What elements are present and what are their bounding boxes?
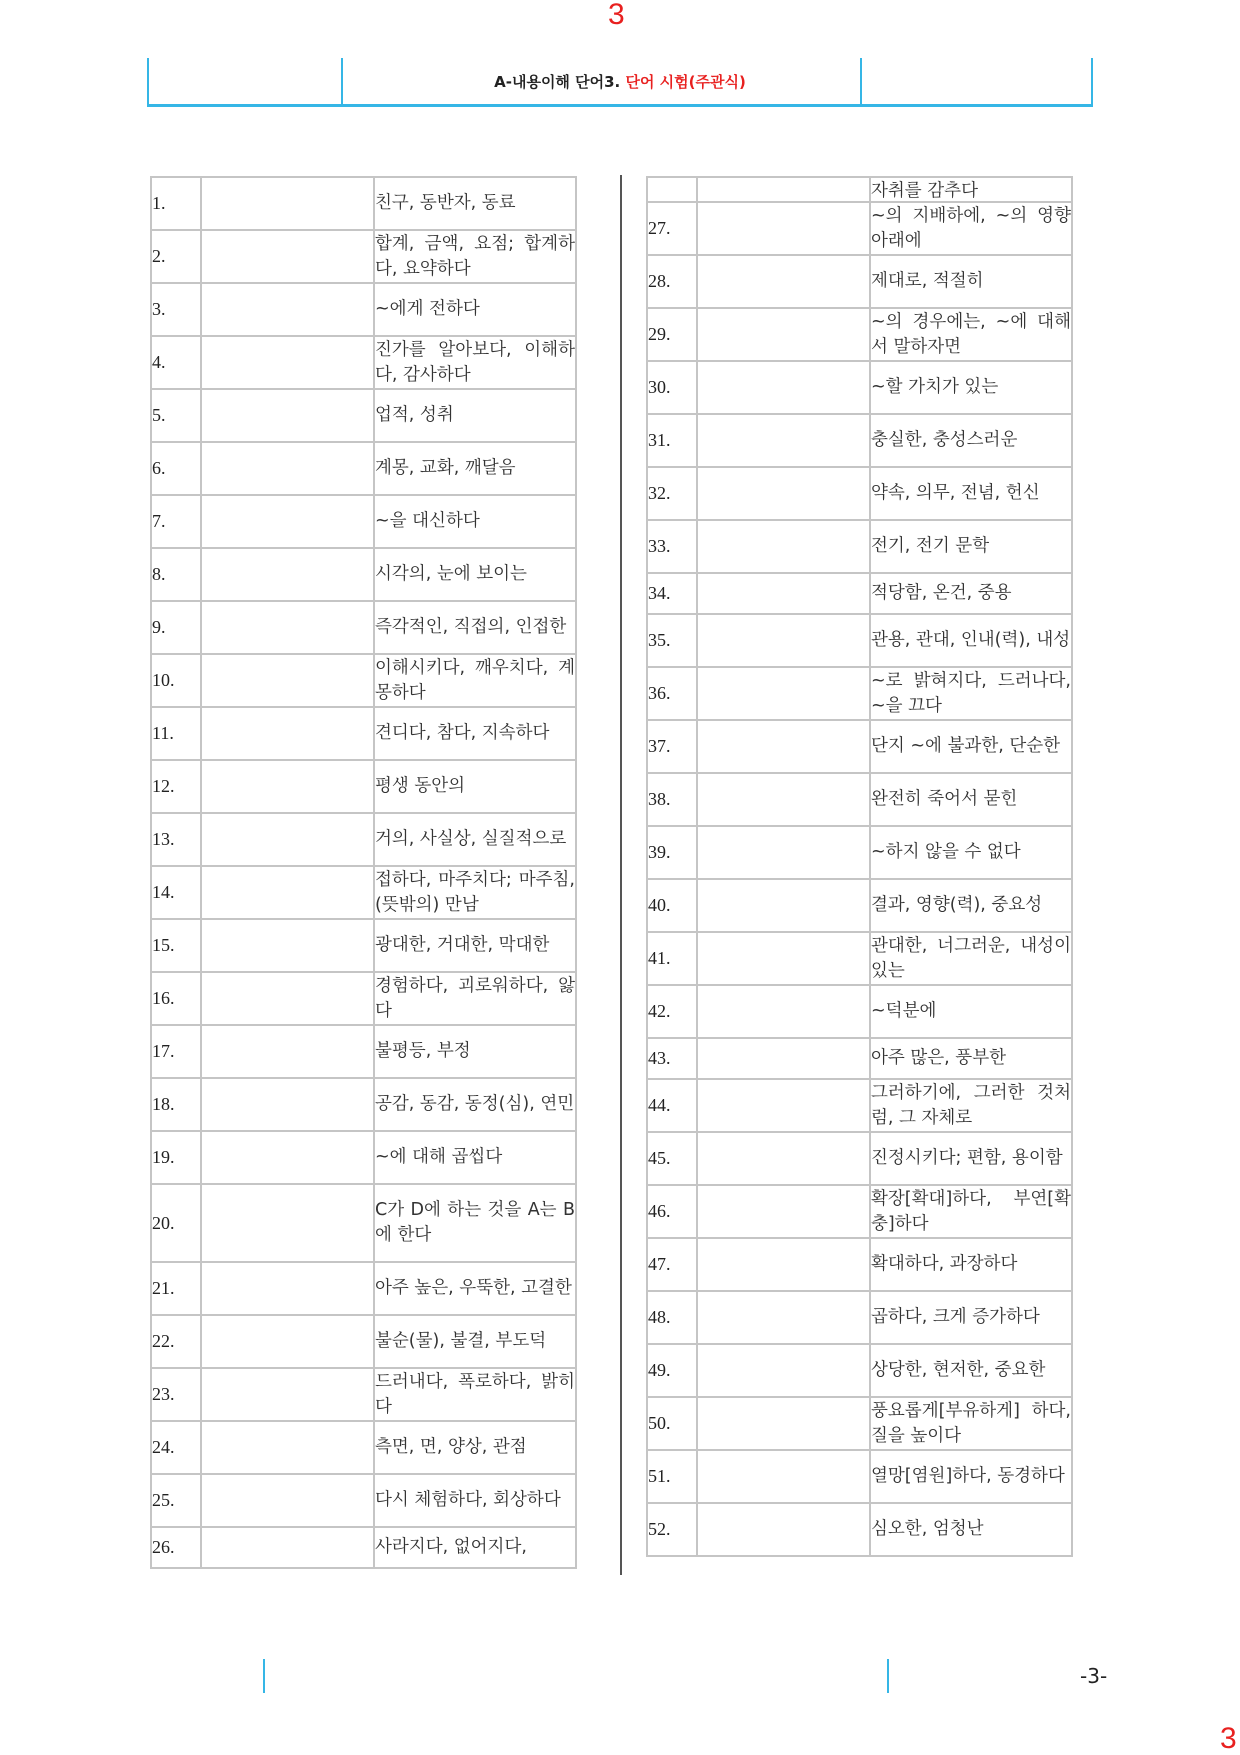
meaning-cell: 완전히 죽어서 묻힌 <box>870 773 1072 826</box>
meaning-cell: 견디다, 참다, 지속하다 <box>374 707 576 760</box>
header-bar <box>147 58 1093 107</box>
answer-blank[interactable] <box>201 1025 374 1078</box>
table-row <box>647 1079 1072 1132</box>
table-row <box>151 230 576 283</box>
item-number: 11. <box>151 707 201 760</box>
item-number: 20. <box>151 1184 201 1262</box>
meaning-cell: 제대로, 적절히 <box>870 255 1072 308</box>
item-number: 7. <box>151 495 201 548</box>
item-number: 28. <box>647 255 697 308</box>
answer-blank[interactable] <box>201 813 374 866</box>
item-number: 18. <box>151 1078 201 1131</box>
table-row <box>151 442 576 495</box>
answer-blank[interactable] <box>697 614 870 667</box>
table-row <box>647 1185 1072 1238</box>
item-number: 30. <box>647 361 697 414</box>
table-row <box>647 255 1072 308</box>
table-row <box>151 813 576 866</box>
answer-blank[interactable] <box>697 985 870 1038</box>
bottom-page-marker: 3 <box>1220 1722 1237 1755</box>
meaning-cell: 전기, 전기 문학 <box>870 520 1072 573</box>
item-number: 12. <box>151 760 201 813</box>
answer-blank[interactable] <box>201 230 374 283</box>
table-row <box>151 866 576 919</box>
table-row <box>151 1131 576 1184</box>
table-row <box>151 177 576 230</box>
table-row <box>151 707 576 760</box>
answer-blank[interactable] <box>201 495 374 548</box>
meaning-cell: 계몽, 교화, 깨달음 <box>374 442 576 495</box>
table-row <box>151 1527 576 1568</box>
meaning-cell: ~덕분에 <box>870 985 1072 1038</box>
answer-blank[interactable] <box>201 1315 374 1368</box>
item-number: 37. <box>647 720 697 773</box>
table-row <box>151 1025 576 1078</box>
item-number: 25. <box>151 1474 201 1527</box>
item-number: 43. <box>647 1038 697 1079</box>
table-row <box>647 361 1072 414</box>
answer-blank[interactable] <box>201 1184 374 1262</box>
item-number: 22. <box>151 1315 201 1368</box>
table-row <box>647 720 1072 773</box>
answer-blank[interactable] <box>201 707 374 760</box>
item-number: 9. <box>151 601 201 654</box>
page-title <box>147 71 1093 92</box>
meaning-cell: 사라지다, 없어지다, <box>374 1527 576 1568</box>
table-row <box>151 760 576 813</box>
answer-blank[interactable] <box>697 1503 870 1556</box>
item-number: 38. <box>647 773 697 826</box>
meaning-cell: 확대하다, 과장하다 <box>870 1238 1072 1291</box>
meaning-cell: ~하지 않을 수 없다 <box>870 826 1072 879</box>
title-prefix: A-내용이해 단어3. <box>494 73 626 91</box>
table-row <box>647 826 1072 879</box>
answer-blank[interactable] <box>201 866 374 919</box>
table-row <box>151 1368 576 1421</box>
answer-blank[interactable] <box>201 972 374 1025</box>
table-row <box>151 601 576 654</box>
meaning-cell: 열망[염원]하다, 동경하다 <box>870 1450 1072 1503</box>
table-row <box>647 177 1072 202</box>
answer-blank[interactable] <box>201 760 374 813</box>
answer-blank[interactable] <box>697 202 870 255</box>
item-number: 50. <box>647 1397 697 1450</box>
meaning-cell: 광대한, 거대한, 막대한 <box>374 919 576 972</box>
item-number: 48. <box>647 1291 697 1344</box>
table-row <box>647 1450 1072 1503</box>
answer-blank[interactable] <box>697 308 870 361</box>
table-row <box>647 614 1072 667</box>
answer-blank[interactable] <box>697 1450 870 1503</box>
meaning-cell: C가 D에 하는 것을 A는 B에 한다 <box>374 1184 576 1262</box>
table-row <box>647 1397 1072 1450</box>
table-row <box>647 1238 1072 1291</box>
meaning-cell: 확장[확대]하다, 부연[확충]하다 <box>870 1185 1072 1238</box>
answer-blank[interactable] <box>201 336 374 389</box>
answer-blank[interactable] <box>697 177 870 202</box>
footer-tick <box>263 1659 265 1693</box>
meaning-cell: ~에 대해 곱씹다 <box>374 1131 576 1184</box>
table-row <box>647 467 1072 520</box>
meaning-cell: 시각의, 눈에 보이는 <box>374 548 576 601</box>
item-number: 1. <box>151 177 201 230</box>
item-number: 14. <box>151 866 201 919</box>
table-row <box>151 1421 576 1474</box>
column-divider <box>620 175 622 1575</box>
meaning-cell: 업적, 성취 <box>374 389 576 442</box>
table-row <box>647 520 1072 573</box>
answer-blank[interactable] <box>697 1038 870 1079</box>
table-row <box>151 283 576 336</box>
answer-blank[interactable] <box>201 1474 374 1527</box>
item-number: 19. <box>151 1131 201 1184</box>
table-row <box>151 1474 576 1527</box>
meaning-cell: 경험하다, 괴로워하다, 앓다 <box>374 972 576 1025</box>
table-row <box>647 932 1072 985</box>
table-row <box>647 1291 1072 1344</box>
meaning-cell: 이해시키다, 깨우치다, 계몽하다 <box>374 654 576 707</box>
item-number: 2. <box>151 230 201 283</box>
item-number: 39. <box>647 826 697 879</box>
answer-blank[interactable] <box>697 573 870 614</box>
answer-blank[interactable] <box>697 1291 870 1344</box>
answer-blank[interactable] <box>697 1185 870 1238</box>
item-number: 21. <box>151 1262 201 1315</box>
answer-blank[interactable] <box>201 654 374 707</box>
answer-blank[interactable] <box>201 548 374 601</box>
meaning-cell: 즉각적인, 직접의, 인접한 <box>374 601 576 654</box>
table-row <box>151 1262 576 1315</box>
answer-blank[interactable] <box>201 601 374 654</box>
table-row <box>151 548 576 601</box>
meaning-cell: 접하다, 마주치다; 마주침, (뜻밖의) 만남 <box>374 866 576 919</box>
answer-blank[interactable] <box>201 919 374 972</box>
meaning-cell: ~에게 전하다 <box>374 283 576 336</box>
item-number: 51. <box>647 1450 697 1503</box>
meaning-cell: 심오한, 엄청난 <box>870 1503 1072 1556</box>
table-row <box>647 414 1072 467</box>
table-row <box>647 985 1072 1038</box>
table-row <box>151 654 576 707</box>
item-number: 45. <box>647 1132 697 1185</box>
item-number: 34. <box>647 573 697 614</box>
answer-blank[interactable] <box>201 442 374 495</box>
answer-blank[interactable] <box>697 826 870 879</box>
table-row <box>647 573 1072 614</box>
answer-blank[interactable] <box>697 414 870 467</box>
answer-blank[interactable] <box>697 879 870 932</box>
table-row <box>151 1184 576 1262</box>
item-number: 33. <box>647 520 697 573</box>
meaning-cell: 풍요롭게[부유하게] 하다, 질을 높이다 <box>870 1397 1072 1450</box>
item-number: 27. <box>647 202 697 255</box>
table-row <box>647 773 1072 826</box>
answer-blank[interactable] <box>201 1078 374 1131</box>
answer-blank[interactable] <box>201 1131 374 1184</box>
item-number <box>647 177 697 202</box>
meaning-cell: 자취를 감추다 <box>870 177 1072 202</box>
meaning-cell: 아주 높은, 우뚝한, 고결한 <box>374 1262 576 1315</box>
item-number: 47. <box>647 1238 697 1291</box>
item-number: 41. <box>647 932 697 985</box>
meaning-cell: 단지 ~에 불과한, 단순한 <box>870 720 1072 773</box>
answer-blank[interactable] <box>201 1421 374 1474</box>
meaning-cell: 불순(물), 불결, 부도덕 <box>374 1315 576 1368</box>
meaning-cell: 공감, 동감, 동정(심), 연민 <box>374 1078 576 1131</box>
item-number: 16. <box>151 972 201 1025</box>
meaning-cell: ~의 지배하에, ~의 영향 아래에 <box>870 202 1072 255</box>
answer-blank[interactable] <box>697 932 870 985</box>
answer-blank[interactable] <box>697 1238 870 1291</box>
table-row <box>647 1132 1072 1185</box>
item-number: 5. <box>151 389 201 442</box>
item-number: 15. <box>151 919 201 972</box>
table-row <box>151 1315 576 1368</box>
meaning-cell: 진정시키다; 편함, 용이함 <box>870 1132 1072 1185</box>
answer-blank[interactable] <box>697 255 870 308</box>
meaning-cell: ~로 밝혀지다, 드러나다, ~을 끄다 <box>870 667 1072 720</box>
answer-blank[interactable] <box>697 1079 870 1132</box>
answer-blank[interactable] <box>697 467 870 520</box>
meaning-cell: 평생 동안의 <box>374 760 576 813</box>
table-row <box>647 667 1072 720</box>
answer-blank[interactable] <box>201 177 374 230</box>
item-number: 10. <box>151 654 201 707</box>
vocab-table-right <box>646 176 1073 1557</box>
table-row <box>647 1038 1072 1079</box>
answer-blank[interactable] <box>697 1344 870 1397</box>
meaning-cell: 아주 많은, 풍부한 <box>870 1038 1072 1079</box>
meaning-cell: 곱하다, 크게 증가하다 <box>870 1291 1072 1344</box>
item-number: 31. <box>647 414 697 467</box>
meaning-cell: ~을 대신하다 <box>374 495 576 548</box>
title-highlight: 단어 시험(주관식) <box>625 73 746 91</box>
meaning-cell: ~의 경우에는, ~에 대해서 말하자면 <box>870 308 1072 361</box>
item-number: 52. <box>647 1503 697 1556</box>
meaning-cell: 적당함, 온건, 중용 <box>870 573 1072 614</box>
table-row <box>151 1078 576 1131</box>
answer-blank[interactable] <box>201 389 374 442</box>
answer-blank[interactable] <box>201 1368 374 1421</box>
footer-tick <box>887 1659 889 1693</box>
meaning-cell: 불평등, 부정 <box>374 1025 576 1078</box>
meaning-cell: 거의, 사실상, 실질적으로 <box>374 813 576 866</box>
item-number: 44. <box>647 1079 697 1132</box>
item-number: 23. <box>151 1368 201 1421</box>
item-number: 24. <box>151 1421 201 1474</box>
answer-blank[interactable] <box>697 773 870 826</box>
answer-blank[interactable] <box>697 520 870 573</box>
table-row <box>151 919 576 972</box>
meaning-cell: 그러하기에, 그러한 것처럼, 그 자체로 <box>870 1079 1072 1132</box>
table-row <box>151 495 576 548</box>
item-number: 8. <box>151 548 201 601</box>
answer-blank[interactable] <box>201 1262 374 1315</box>
item-number: 4. <box>151 336 201 389</box>
item-number: 32. <box>647 467 697 520</box>
table-row <box>151 389 576 442</box>
page-number: -3- <box>1080 1664 1108 1688</box>
meaning-cell: 드러내다, 폭로하다, 밝히다 <box>374 1368 576 1421</box>
item-number: 35. <box>647 614 697 667</box>
meaning-cell: 상당한, 현저한, 중요한 <box>870 1344 1072 1397</box>
table-row <box>151 972 576 1025</box>
item-number: 13. <box>151 813 201 866</box>
meaning-cell: 관대한, 너그러운, 내성이 있는 <box>870 932 1072 985</box>
item-number: 6. <box>151 442 201 495</box>
item-number: 3. <box>151 283 201 336</box>
item-number: 36. <box>647 667 697 720</box>
meaning-cell: ~할 가치가 있는 <box>870 361 1072 414</box>
item-number: 17. <box>151 1025 201 1078</box>
meaning-cell: 다시 체험하다, 회상하다 <box>374 1474 576 1527</box>
item-number: 40. <box>647 879 697 932</box>
top-page-marker: 3 <box>608 0 625 31</box>
answer-blank[interactable] <box>697 1132 870 1185</box>
item-number: 46. <box>647 1185 697 1238</box>
answer-blank[interactable] <box>697 361 870 414</box>
meaning-cell: 관용, 관대, 인내(력), 내성 <box>870 614 1072 667</box>
table-row <box>647 202 1072 255</box>
meaning-cell: 결과, 영향(력), 중요성 <box>870 879 1072 932</box>
vocab-table-left <box>150 176 577 1569</box>
table-row <box>647 1503 1072 1556</box>
meaning-cell: 충실한, 충성스러운 <box>870 414 1072 467</box>
item-number: 42. <box>647 985 697 1038</box>
item-number: 26. <box>151 1527 201 1568</box>
item-number: 49. <box>647 1344 697 1397</box>
item-number: 29. <box>647 308 697 361</box>
table-row <box>647 1344 1072 1397</box>
table-row <box>647 308 1072 361</box>
answer-blank[interactable] <box>201 283 374 336</box>
answer-blank[interactable] <box>697 1397 870 1450</box>
meaning-cell: 친구, 동반자, 동료 <box>374 177 576 230</box>
table-row <box>647 879 1072 932</box>
answer-blank[interactable] <box>201 1527 374 1568</box>
answer-blank[interactable] <box>697 667 870 720</box>
meaning-cell: 합계, 금액, 요점; 합계하다, 요약하다 <box>374 230 576 283</box>
table-row <box>151 336 576 389</box>
meaning-cell: 진가를 알아보다, 이해하다, 감사하다 <box>374 336 576 389</box>
meaning-cell: 측면, 면, 양상, 관점 <box>374 1421 576 1474</box>
meaning-cell: 약속, 의무, 전념, 헌신 <box>870 467 1072 520</box>
answer-blank[interactable] <box>697 720 870 773</box>
